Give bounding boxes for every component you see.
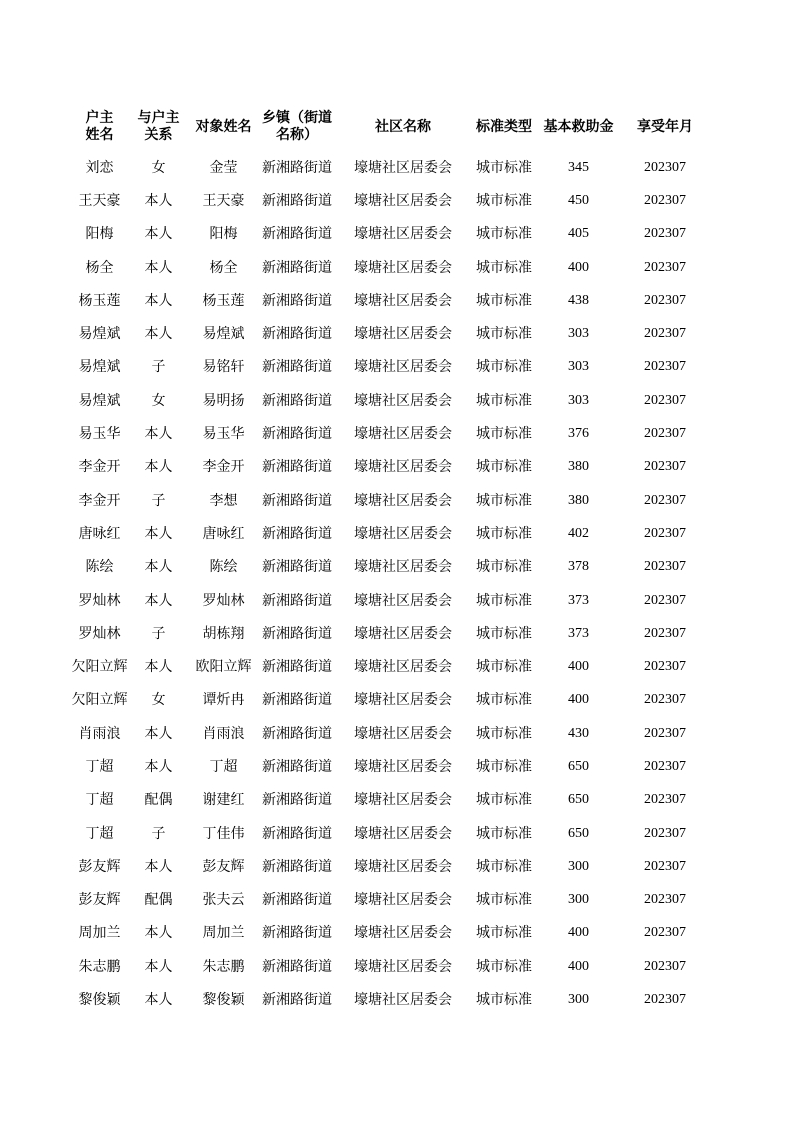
cell-relation: 本人 <box>144 192 173 209</box>
cell-basic-aid: 405 <box>568 226 589 242</box>
cell-recipient-name: 朱志鹏 <box>202 958 245 975</box>
cell-community: 壕塘社区居委会 <box>354 958 452 975</box>
cell-standard-type: 城市标准 <box>476 559 532 576</box>
cell-relation: 配偶 <box>144 792 173 809</box>
cell-township: 新湘路街道 <box>262 659 332 676</box>
cell-recipient-name: 周加兰 <box>202 925 245 942</box>
cell-relation: 本人 <box>144 958 173 975</box>
table-row <box>68 983 708 1016</box>
cell-standard-type: 城市标准 <box>476 159 532 176</box>
cell-community: 壕塘社区居委会 <box>354 792 452 809</box>
cell-period: 202307 <box>644 858 686 874</box>
cell-community: 壕塘社区居委会 <box>354 625 452 642</box>
cell-basic-aid: 402 <box>568 525 589 541</box>
cell-relation: 本人 <box>144 525 173 542</box>
cell-community: 壕塘社区居委会 <box>354 359 452 376</box>
cell-community: 壕塘社区居委会 <box>354 159 452 176</box>
cell-community: 壕塘社区居委会 <box>354 659 452 676</box>
table-row <box>68 617 708 650</box>
cell-relation: 本人 <box>144 992 173 1009</box>
cell-recipient-name: 王天豪 <box>202 192 245 209</box>
cell-basic-aid: 438 <box>568 292 589 308</box>
cell-community: 壕塘社区居委会 <box>354 226 452 243</box>
cell-standard-type: 城市标准 <box>476 326 532 343</box>
cell-township: 新湘路街道 <box>262 858 332 875</box>
cell-community: 壕塘社区居委会 <box>354 692 452 709</box>
cell-relation: 本人 <box>144 858 173 875</box>
cell-community: 壕塘社区居委会 <box>354 925 452 942</box>
cell-standard-type: 城市标准 <box>476 892 532 909</box>
cell-basic-aid: 303 <box>568 326 589 342</box>
table-row <box>68 950 708 983</box>
cell-householder-name: 罗灿林 <box>78 625 121 642</box>
cell-period: 202307 <box>644 459 686 475</box>
cell-standard-type: 城市标准 <box>476 226 532 243</box>
table-row <box>68 384 708 417</box>
cell-basic-aid: 450 <box>568 192 589 208</box>
cell-householder-name: 朱志鹏 <box>78 958 121 975</box>
cell-township: 新湘路街道 <box>262 226 332 243</box>
cell-period: 202307 <box>644 226 686 242</box>
cell-township: 新湘路街道 <box>262 159 332 176</box>
cell-period: 202307 <box>644 192 686 208</box>
cell-relation: 女 <box>151 692 166 709</box>
cell-householder-name: 丁超 <box>85 825 114 842</box>
cell-recipient-name: 张夫云 <box>202 892 245 909</box>
table-row <box>68 451 708 484</box>
cell-recipient-name: 陈绘 <box>209 559 238 576</box>
cell-period: 202307 <box>644 792 686 808</box>
cell-period: 202307 <box>644 525 686 541</box>
cell-basic-aid: 380 <box>568 459 589 475</box>
cell-standard-type: 城市标准 <box>476 825 532 842</box>
cell-householder-name: 丁超 <box>85 792 114 809</box>
cell-period: 202307 <box>644 925 686 941</box>
header-row <box>68 103 708 151</box>
cell-township: 新湘路街道 <box>262 958 332 975</box>
cell-standard-type: 城市标准 <box>476 426 532 443</box>
cell-standard-type: 城市标准 <box>476 292 532 309</box>
cell-relation: 本人 <box>144 259 173 276</box>
header-period: 享受年月 <box>637 118 693 135</box>
cell-householder-name: 阳梅 <box>85 226 114 243</box>
cell-standard-type: 城市标准 <box>476 525 532 542</box>
table-row <box>68 917 708 950</box>
cell-period: 202307 <box>644 892 686 908</box>
cell-period: 202307 <box>644 825 686 841</box>
cell-basic-aid: 303 <box>568 392 589 408</box>
cell-basic-aid: 300 <box>568 892 589 908</box>
cell-householder-name: 易煌斌 <box>78 359 121 376</box>
cell-community: 壕塘社区居委会 <box>354 492 452 509</box>
cell-recipient-name: 丁佳伟 <box>202 825 245 842</box>
cell-basic-aid: 345 <box>568 159 589 175</box>
cell-relation: 本人 <box>144 925 173 942</box>
cell-relation: 本人 <box>144 659 173 676</box>
cell-householder-name: 易玉华 <box>78 426 121 443</box>
cell-householder-name: 刘恋 <box>85 159 114 176</box>
cell-recipient-name: 阳梅 <box>209 226 238 243</box>
cell-standard-type: 城市标准 <box>476 492 532 509</box>
table-body <box>68 151 708 1017</box>
cell-period: 202307 <box>644 692 686 708</box>
table-row <box>68 484 708 517</box>
cell-period: 202307 <box>644 292 686 308</box>
cell-period: 202307 <box>644 359 686 375</box>
cell-recipient-name: 丁超 <box>209 758 238 775</box>
header-householder-name: 户主 姓名 <box>85 110 114 143</box>
cell-community: 壕塘社区居委会 <box>354 725 452 742</box>
cell-community: 壕塘社区居委会 <box>354 192 452 209</box>
cell-community: 壕塘社区居委会 <box>354 592 452 609</box>
header-relation: 与户主 关系 <box>137 110 180 143</box>
cell-community: 壕塘社区居委会 <box>354 392 452 409</box>
cell-basic-aid: 300 <box>568 858 589 874</box>
cell-relation: 本人 <box>144 426 173 443</box>
header-standard-type: 标准类型 <box>476 118 532 135</box>
cell-township: 新湘路街道 <box>262 492 332 509</box>
table-row <box>68 817 708 850</box>
cell-township: 新湘路街道 <box>262 292 332 309</box>
cell-householder-name: 黎俊颖 <box>78 992 121 1009</box>
cell-standard-type: 城市标准 <box>476 725 532 742</box>
cell-period: 202307 <box>644 958 686 974</box>
header-recipient-name: 对象姓名 <box>195 118 252 135</box>
cell-recipient-name: 欧阳立辉 <box>195 659 252 676</box>
cell-recipient-name: 彭友辉 <box>202 858 245 875</box>
cell-relation: 本人 <box>144 592 173 609</box>
cell-basic-aid: 378 <box>568 559 589 575</box>
table-row <box>68 417 708 450</box>
cell-relation: 配偶 <box>144 892 173 909</box>
cell-standard-type: 城市标准 <box>476 858 532 875</box>
cell-period: 202307 <box>644 326 686 342</box>
cell-relation: 本人 <box>144 226 173 243</box>
cell-community: 壕塘社区居委会 <box>354 292 452 309</box>
cell-basic-aid: 400 <box>568 259 589 275</box>
cell-recipient-name: 唐咏红 <box>202 525 245 542</box>
cell-community: 壕塘社区居委会 <box>354 525 452 542</box>
table-row <box>68 284 708 317</box>
cell-basic-aid: 650 <box>568 825 589 841</box>
cell-period: 202307 <box>644 392 686 408</box>
cell-householder-name: 易煌斌 <box>78 392 121 409</box>
table-row <box>68 351 708 384</box>
cell-relation: 子 <box>151 625 166 642</box>
cell-community: 壕塘社区居委会 <box>354 825 452 842</box>
cell-householder-name: 丁超 <box>85 758 114 775</box>
cell-householder-name: 杨全 <box>85 259 114 276</box>
cell-recipient-name: 李想 <box>209 492 238 509</box>
cell-basic-aid: 650 <box>568 758 589 774</box>
table-row <box>68 650 708 683</box>
cell-householder-name: 欠阳立辉 <box>71 659 128 676</box>
cell-relation: 子 <box>151 492 166 509</box>
cell-householder-name: 易煌斌 <box>78 326 121 343</box>
cell-township: 新湘路街道 <box>262 825 332 842</box>
cell-recipient-name: 罗灿林 <box>202 592 245 609</box>
cell-period: 202307 <box>644 592 686 608</box>
cell-township: 新湘路街道 <box>262 459 332 476</box>
cell-township: 新湘路街道 <box>262 326 332 343</box>
table-row <box>68 784 708 817</box>
cell-householder-name: 李金开 <box>78 492 121 509</box>
cell-relation: 子 <box>151 825 166 842</box>
cell-period: 202307 <box>644 659 686 675</box>
cell-community: 壕塘社区居委会 <box>354 559 452 576</box>
cell-period: 202307 <box>644 725 686 741</box>
cell-householder-name: 陈绘 <box>85 559 114 576</box>
cell-township: 新湘路街道 <box>262 192 332 209</box>
cell-basic-aid: 400 <box>568 692 589 708</box>
cell-basic-aid: 300 <box>568 992 589 1008</box>
cell-township: 新湘路街道 <box>262 592 332 609</box>
cell-recipient-name: 金莹 <box>209 159 238 176</box>
cell-township: 新湘路街道 <box>262 359 332 376</box>
cell-period: 202307 <box>644 259 686 275</box>
cell-recipient-name: 肖雨浪 <box>202 725 245 742</box>
cell-relation: 本人 <box>144 758 173 775</box>
cell-period: 202307 <box>644 492 686 508</box>
table-row <box>68 684 708 717</box>
table-row <box>68 317 708 350</box>
cell-householder-name: 肖雨浪 <box>78 725 121 742</box>
cell-community: 壕塘社区居委会 <box>354 858 452 875</box>
cell-township: 新湘路街道 <box>262 525 332 542</box>
cell-recipient-name: 谢建红 <box>202 792 245 809</box>
cell-recipient-name: 胡栋翔 <box>202 625 245 642</box>
cell-community: 壕塘社区居委会 <box>354 326 452 343</box>
table-row <box>68 717 708 750</box>
cell-recipient-name: 黎俊颖 <box>202 992 245 1009</box>
cell-township: 新湘路街道 <box>262 392 332 409</box>
cell-standard-type: 城市标准 <box>476 758 532 775</box>
cell-basic-aid: 373 <box>568 592 589 608</box>
cell-township: 新湘路街道 <box>262 925 332 942</box>
cell-township: 新湘路街道 <box>262 426 332 443</box>
header-basic-aid: 基本救助金 <box>543 118 614 135</box>
cell-householder-name: 周加兰 <box>78 925 121 942</box>
cell-recipient-name: 易玉华 <box>202 426 245 443</box>
cell-relation: 女 <box>151 392 166 409</box>
cell-period: 202307 <box>644 559 686 575</box>
cell-basic-aid: 650 <box>568 792 589 808</box>
cell-recipient-name: 杨玉莲 <box>202 292 245 309</box>
cell-standard-type: 城市标准 <box>476 792 532 809</box>
cell-standard-type: 城市标准 <box>476 958 532 975</box>
cell-period: 202307 <box>644 426 686 442</box>
table-row <box>68 584 708 617</box>
cell-householder-name: 欠阳立辉 <box>71 692 128 709</box>
cell-householder-name: 唐咏红 <box>78 525 121 542</box>
table-row <box>68 551 708 584</box>
cell-basic-aid: 400 <box>568 659 589 675</box>
cell-community: 壕塘社区居委会 <box>354 259 452 276</box>
cell-householder-name: 李金开 <box>78 459 121 476</box>
cell-standard-type: 城市标准 <box>476 259 532 276</box>
assistance-roster-table <box>68 103 708 1017</box>
cell-recipient-name: 谭炘冉 <box>202 692 245 709</box>
cell-period: 202307 <box>644 758 686 774</box>
cell-basic-aid: 376 <box>568 426 589 442</box>
cell-householder-name: 杨玉莲 <box>78 292 121 309</box>
cell-standard-type: 城市标准 <box>476 992 532 1009</box>
cell-township: 新湘路街道 <box>262 259 332 276</box>
cell-standard-type: 城市标准 <box>476 459 532 476</box>
cell-township: 新湘路街道 <box>262 758 332 775</box>
cell-community: 壕塘社区居委会 <box>354 758 452 775</box>
cell-relation: 本人 <box>144 725 173 742</box>
header-township: 乡镇（街道 名称） <box>262 110 332 143</box>
cell-standard-type: 城市标准 <box>476 692 532 709</box>
cell-community: 壕塘社区居委会 <box>354 459 452 476</box>
cell-relation: 女 <box>151 159 166 176</box>
cell-standard-type: 城市标准 <box>476 925 532 942</box>
cell-community: 壕塘社区居委会 <box>354 426 452 443</box>
cell-standard-type: 城市标准 <box>476 392 532 409</box>
cell-recipient-name: 易明扬 <box>202 392 245 409</box>
cell-relation: 子 <box>151 359 166 376</box>
cell-period: 202307 <box>644 625 686 641</box>
cell-township: 新湘路街道 <box>262 792 332 809</box>
cell-basic-aid: 303 <box>568 359 589 375</box>
cell-basic-aid: 430 <box>568 725 589 741</box>
cell-basic-aid: 373 <box>568 625 589 641</box>
cell-standard-type: 城市标准 <box>476 659 532 676</box>
cell-standard-type: 城市标准 <box>476 592 532 609</box>
cell-recipient-name: 杨全 <box>209 259 238 276</box>
table-header <box>68 103 708 151</box>
header-community: 社区名称 <box>375 118 431 135</box>
table-row <box>68 884 708 917</box>
cell-period: 202307 <box>644 159 686 175</box>
table-row <box>68 251 708 284</box>
table-row <box>68 184 708 217</box>
cell-recipient-name: 李金开 <box>202 459 245 476</box>
cell-township: 新湘路街道 <box>262 559 332 576</box>
cell-relation: 本人 <box>144 559 173 576</box>
cell-relation: 本人 <box>144 326 173 343</box>
table-row <box>68 750 708 783</box>
cell-township: 新湘路街道 <box>262 692 332 709</box>
cell-householder-name: 彭友辉 <box>78 892 121 909</box>
table-row <box>68 151 708 184</box>
cell-standard-type: 城市标准 <box>476 625 532 642</box>
cell-recipient-name: 易煌斌 <box>202 326 245 343</box>
cell-township: 新湘路街道 <box>262 725 332 742</box>
cell-standard-type: 城市标准 <box>476 192 532 209</box>
cell-community: 壕塘社区居委会 <box>354 992 452 1009</box>
cell-basic-aid: 400 <box>568 958 589 974</box>
cell-period: 202307 <box>644 992 686 1008</box>
table-row <box>68 218 708 251</box>
table-row <box>68 517 708 550</box>
cell-township: 新湘路街道 <box>262 992 332 1009</box>
cell-basic-aid: 400 <box>568 925 589 941</box>
cell-standard-type: 城市标准 <box>476 359 532 376</box>
cell-householder-name: 彭友辉 <box>78 858 121 875</box>
cell-township: 新湘路街道 <box>262 892 332 909</box>
cell-community: 壕塘社区居委会 <box>354 892 452 909</box>
cell-basic-aid: 380 <box>568 492 589 508</box>
cell-householder-name: 王天豪 <box>78 192 121 209</box>
cell-householder-name: 罗灿林 <box>78 592 121 609</box>
cell-relation: 本人 <box>144 459 173 476</box>
cell-relation: 本人 <box>144 292 173 309</box>
table-row <box>68 850 708 883</box>
cell-recipient-name: 易铭轩 <box>202 359 245 376</box>
cell-township: 新湘路街道 <box>262 625 332 642</box>
